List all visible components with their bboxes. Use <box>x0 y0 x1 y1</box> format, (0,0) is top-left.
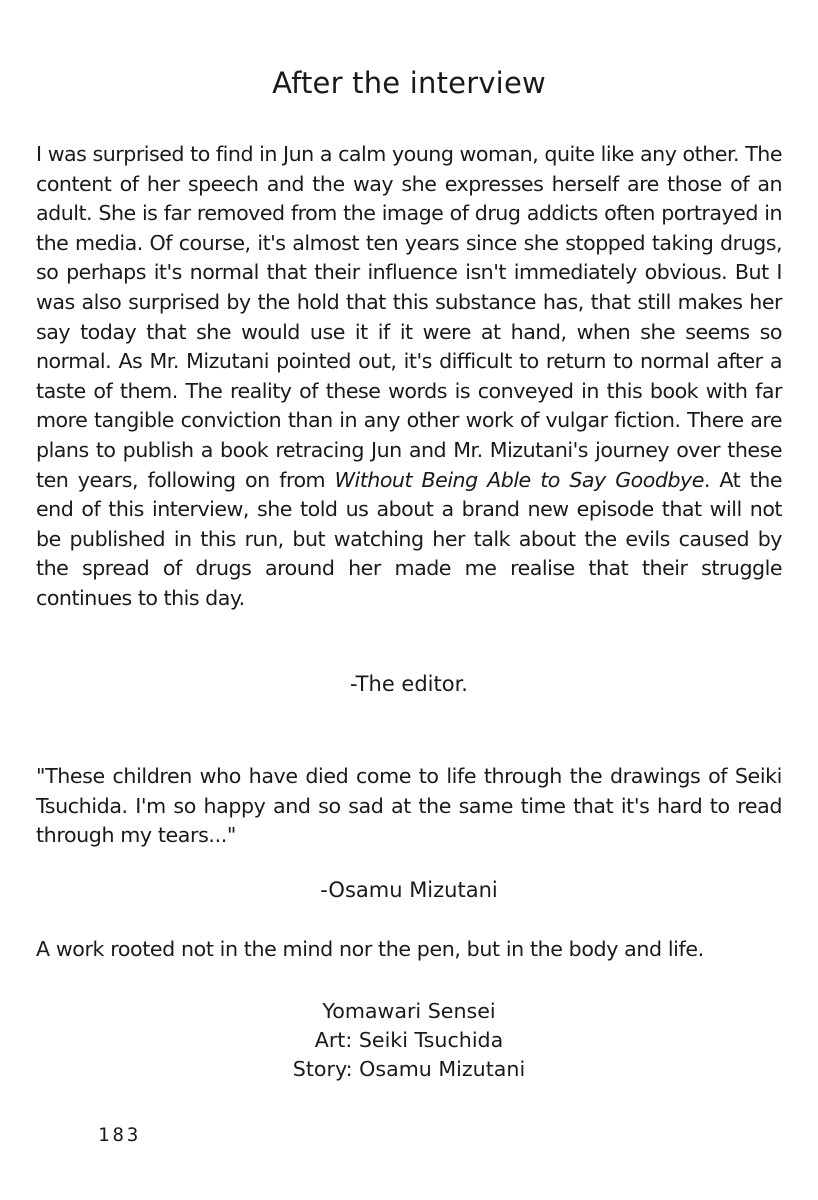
afterword-text-part-1: I was surprised to find in Jun a calm young woman, quite like any other. The content of her speech and the way she expresses herself are those of an adult. She is far removed from the image of drug addicts often portrayed in the media. Of course, it's almost ten years since she stopped taking drugs, so perhaps it's normal that their influence isn't immediately obvious. But I was also surprised by the hold that this substance has, that still makes her say today that she would use it if it were at hand, when she seems so normal. As Mr. Mizutani pointed out, it's difficult to return to normal after a taste of them. The reality of these words is conveyed in this book with far more tangible conviction than in any other work of vulgar fiction. There are plans to publish a book retracing Jun and Mr. Mizutani's journey over these ten years, following on from <box>36 142 782 492</box>
story-credit: Story: Osamu Mizutani <box>292 1057 526 1081</box>
editor-signature: -The editor. <box>350 672 468 696</box>
art-credit: Art: Seiki Tsuchida <box>314 1028 504 1052</box>
page-title: After the interview <box>272 66 546 100</box>
tagline: A work rooted not in the mind nor the pen, but in the body and life. <box>36 937 704 961</box>
afterword-text-part-2: . At the end of this interview, she told us about a brand new episode that will not be published in this run, but watching her talk about the evils caused by the spread of drugs around her made me realise that their struggle continues to this day. <box>36 467 783 610</box>
mizutani-quote: "These children who have died come to life through the drawings of Seiki Tsuchida. I'm so happy and so sad at the same time that it's hard to read through my tears..." <box>36 764 782 848</box>
series-title: Yomawari Sensei <box>322 999 496 1023</box>
book-title-italic: Without Being Able to Say Goodbye <box>334 467 704 492</box>
page-number: 183 <box>98 1124 142 1146</box>
editor-afterword-paragraph <box>36 140 782 614</box>
quote-signature: -Osamu Mizutani <box>320 878 498 902</box>
credits-block <box>0 997 818 1084</box>
